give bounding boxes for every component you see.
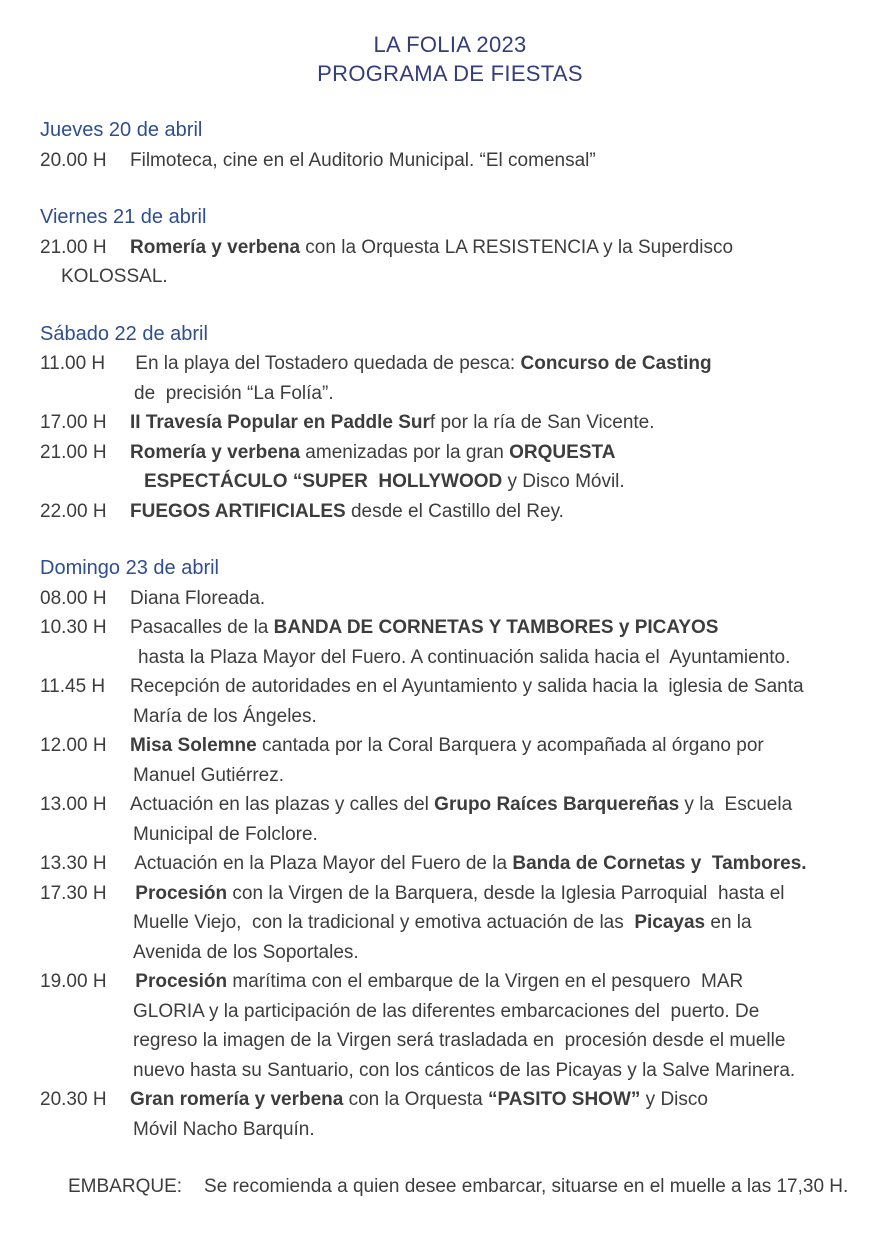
event-text-bold: ESPECTÁCULO “SUPER HOLLYWOOD (144, 471, 503, 492)
event-row (40, 613, 860, 643)
event-text-segment: Actuación en las plazas y calles del (130, 794, 435, 815)
event-text-continuation (40, 997, 860, 1027)
event (40, 349, 860, 408)
day-heading: Sábado 22 de abril (40, 322, 208, 345)
event-text-segment: de precisión “La Folía”. (134, 382, 334, 404)
event-time: 20.30 H (40, 1089, 107, 1110)
event-text (130, 731, 764, 761)
event (40, 584, 860, 614)
event-text (130, 497, 564, 527)
event-text-continuation (40, 643, 860, 673)
event-row (40, 146, 860, 176)
event-text-segment: amenizadas por la gran (300, 441, 510, 463)
event-text-bold: FUEGOS ARTIFICIALES (130, 500, 346, 522)
event (40, 233, 860, 292)
event-text-segment: Recepción de autoridades en el Ayuntamiento y salida hacia la iglesia de Santa (130, 676, 804, 697)
event (40, 497, 860, 527)
event-text (130, 408, 655, 438)
event-text-segment: Pasacalles de la (130, 617, 274, 638)
event-text-segment: Avenida de los Soportales. (133, 941, 359, 963)
event-text-segment: con la Orquesta LA RESISTENCIA y la Superdisco (300, 236, 734, 258)
event (40, 731, 860, 790)
event-text-segment: y Disco (640, 1089, 708, 1110)
event-text-bold: Concurso de Casting (520, 353, 712, 374)
embarque-text: Se recomienda a quien desee embarcar, situarse en el muelle a las 17,30 H. (204, 1176, 849, 1197)
event-time: 20.00 H (40, 149, 107, 171)
event-time: 22.00 H (40, 500, 107, 522)
event-text-bold: II Travesía Popular en Paddle Sur (130, 412, 430, 433)
event (40, 849, 860, 879)
event-text (130, 349, 712, 379)
event-text-segment: con la Orquesta (343, 1089, 489, 1110)
event-text-segment: nuevo hasta su Santuario, con los cánticos de las Picayas y la Salve Marinera. (133, 1059, 796, 1081)
event-row (40, 849, 860, 879)
event-text-segment: f por la ría de San Vicente. (429, 412, 655, 433)
event-row (40, 438, 860, 468)
event-text-bold: Romería y verbena (130, 441, 301, 463)
event-text-segment: con la Virgen de la Barquera, desde la Iglesia Parroquial hasta el (227, 882, 785, 904)
event-text-segment: y Disco Móvil. (502, 471, 625, 492)
event-time: 13.00 H (40, 794, 107, 815)
event-text-segment: Filmoteca, cine en el Auditorio Municipal. “El comensal” (130, 149, 596, 171)
event-text-segment: marítima con el embarque de la Virgen en el pesquero MAR (227, 971, 744, 992)
event-row (40, 967, 860, 997)
event-text-continuation (40, 908, 860, 938)
event-text (130, 146, 596, 176)
event-text-segment: cantada por la Coral Barquera y acompañada al órgano por (256, 735, 764, 756)
event-text (130, 584, 265, 614)
program-sections (40, 116, 860, 1144)
event-text (130, 1085, 708, 1115)
event-row (40, 672, 860, 702)
program-section (40, 554, 860, 1144)
event-text-bold: Misa Solemne (130, 735, 257, 756)
event-text-segment: regreso la imagen de la Virgen será trasladada en procesión desde el muelle (133, 1030, 786, 1051)
event-time: 08.00 H (40, 587, 107, 609)
event-row (40, 233, 860, 263)
event-text-continuation (40, 1026, 860, 1056)
event-text-segment: KOLOSSAL. (61, 266, 168, 287)
event-time: 17.30 H (40, 882, 107, 904)
event-text (130, 790, 792, 820)
event-text-continuation (40, 262, 860, 292)
program-section (40, 116, 860, 175)
event-text-segment: Actuación en la Plaza Mayor del Fuero de la (130, 853, 513, 874)
event-text (130, 967, 743, 997)
event (40, 146, 860, 176)
event-text-segment: Municipal de Folclore. (133, 823, 318, 845)
event-text (130, 879, 785, 909)
event-time: 10.30 H (40, 617, 107, 638)
event-row (40, 408, 860, 438)
title-line-2: PROGRAMA DE FIESTAS (317, 61, 583, 86)
event-text-bold: Procesión (135, 971, 228, 992)
event-text-bold: Banda de Cornetas y Tambores. (512, 853, 807, 874)
event-text (130, 613, 718, 643)
event-row (40, 731, 860, 761)
event-text-segment: GLORIA y la participación de las diferentes embarcaciones del puerto. De (133, 1000, 760, 1022)
event (40, 613, 860, 672)
event-text-continuation (40, 1056, 860, 1086)
event-text-continuation (40, 1115, 860, 1145)
event-time: 11.00 H (40, 353, 106, 374)
event-text-bold: Procesión (135, 882, 228, 904)
event-text-bold: “PASITO SHOW” (488, 1089, 641, 1110)
document-title (40, 30, 860, 88)
event-row (40, 349, 860, 379)
program-section (40, 320, 860, 527)
event-text-segment: desde el Castillo del Rey. (345, 500, 564, 522)
day-heading: Viernes 21 de abril (40, 206, 207, 228)
event (40, 967, 860, 1085)
event-text (130, 849, 807, 879)
event-text-segment: y la Escuela (679, 794, 793, 815)
embarque-label: EMBARQUE: (68, 1176, 183, 1197)
event-row (40, 497, 860, 527)
event (40, 1085, 860, 1144)
event-time: 12.00 H (40, 735, 107, 756)
event-time: 17.00 H (40, 412, 107, 433)
event-text-segment: Diana Floreada. (130, 587, 266, 609)
event-text-bold: Gran romería y verbena (130, 1089, 344, 1110)
title-line-1: LA FOLIA 2023 (373, 32, 527, 57)
event-time: 19.00 H (40, 971, 107, 992)
event-text (130, 233, 733, 263)
event-row (40, 879, 860, 909)
event-text-segment: María de los Ángeles. (133, 705, 317, 727)
event-text-bold: BANDA DE CORNETAS Y TAMBORES y PICAYOS (273, 617, 719, 638)
event-row (40, 584, 860, 614)
event-text-segment: Móvil Nacho Barquín. (133, 1118, 315, 1140)
event-text-continuation (40, 820, 860, 850)
event-text-bold: ORQUESTA (509, 441, 616, 463)
event-text-segment: hasta la Plaza Mayor del Fuero. A continuación salida hacia el Ayuntamiento. (138, 646, 791, 668)
program-section (40, 203, 860, 292)
event (40, 408, 860, 438)
event (40, 879, 860, 968)
event-text-continuation (40, 467, 860, 497)
event (40, 438, 860, 497)
day-heading: Domingo 23 de abril (40, 557, 219, 579)
embarque-note (40, 1172, 860, 1202)
event-row (40, 790, 860, 820)
day-heading: Jueves 20 de abril (40, 119, 203, 141)
event-row (40, 1085, 860, 1115)
event-text-continuation (40, 379, 860, 409)
event-text-bold: Romería y verbena (130, 236, 301, 258)
event-text-segment: Muelle Viejo, con la tradicional y emotiva actuación de las (133, 912, 635, 933)
event-text (130, 672, 804, 702)
event-text-continuation (40, 702, 860, 732)
event (40, 790, 860, 849)
event-text (130, 438, 615, 468)
event-text-continuation (40, 761, 860, 791)
event-time: 21.00 H (40, 441, 107, 463)
event (40, 672, 860, 731)
event-text-segment: Manuel Gutiérrez. (133, 764, 285, 786)
event-time: 21.00 H (40, 236, 107, 258)
event-text-bold: Picayas (634, 912, 706, 933)
event-time: 13.30 H (40, 853, 107, 874)
event-text-segment: en la (705, 912, 752, 933)
event-text-segment: En la playa del Tostadero quedada de pesca: (130, 353, 521, 374)
event-text-continuation (40, 938, 860, 968)
event-text-bold: Grupo Raíces Barquereñas (434, 794, 680, 815)
event-time: 11.45 H (40, 676, 106, 697)
